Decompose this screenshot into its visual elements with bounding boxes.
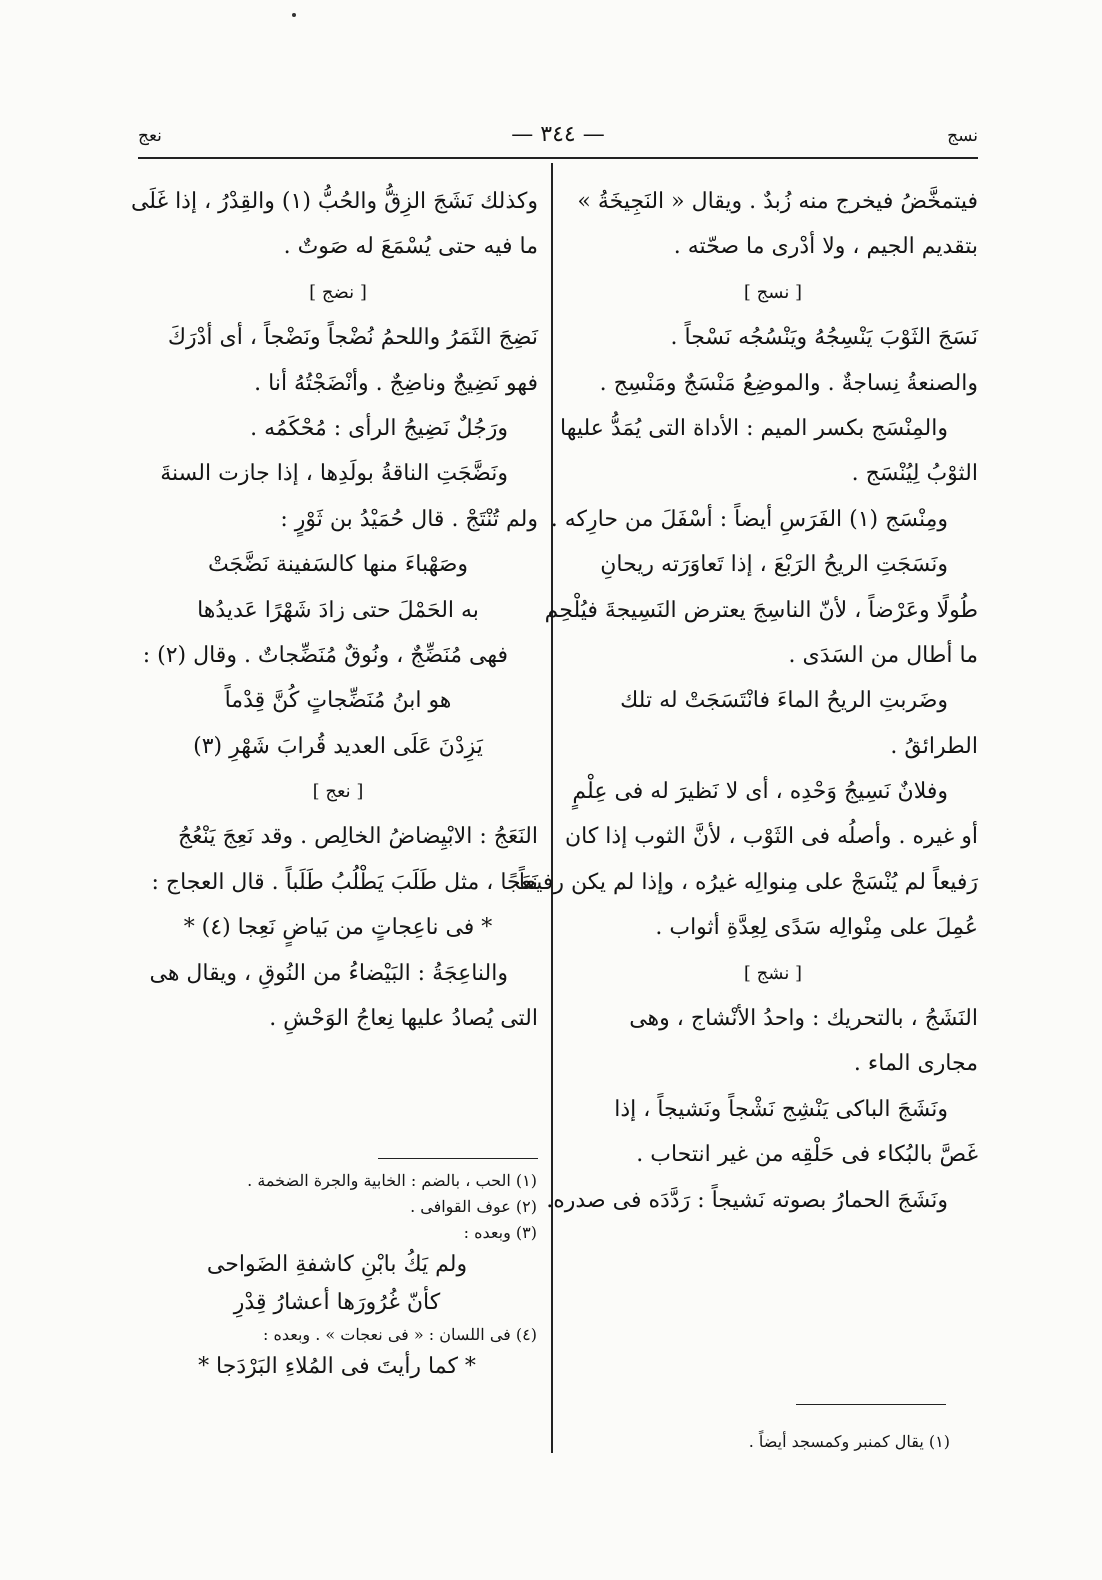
text-line: وفلانٌ نَسِيجُ وَحْدِه ، أى لا نَظيرَ له فى عِلْمٍ [572, 779, 948, 805]
text-line: التى يُصادُ عليها نِعاجُ الوَحْشِ . [269, 1006, 538, 1032]
footnote-line: (١) الحب ، بالضم : الخابية والجرة الضخمة . [247, 1171, 537, 1190]
verse-line: هو ابنُ مُنَضِّجاتٍ كُنَّ قِدْماً [224, 688, 452, 714]
header-right-word: نسج [947, 126, 978, 146]
text-line: نَعَجًا ، مثل طَلَبَ يَطْلُبُ طَلَباً . قال العجاج : [151, 869, 538, 895]
text-line: ونَشَجَ الحمارُ بصوته نَشيجاً : رَدَّدَه فى صدره. [546, 1187, 948, 1213]
entry-heading: [ نسج ] [743, 281, 803, 303]
text-line: والمِنْسَج بكسر الميم : الأداة التى يُمَدُّ عليها [559, 415, 948, 441]
text-line: النَعَجُ : الابْيِضاضُ الخالِص . وقد نَعِجَ يَنْعُجُ [177, 824, 538, 850]
header-rule [138, 157, 978, 159]
text-line: ونَسَجَتِ الريحُ الرَبْعَ ، إذا تَعاوَرَته ريحانِ [600, 552, 948, 578]
text-line: فهو نَضِيجٌ وناضِجٌ . وأنْضَجْتُهُ أنا . [254, 370, 538, 396]
text-line: الثوْبُ لِيُنْسَج . [851, 461, 978, 487]
column-divider [551, 163, 553, 1453]
text-line: مجارى الماء . [853, 1051, 978, 1077]
entry-heading: [ نضج ] [309, 281, 367, 303]
text-line: والصنعةُ نِساجةٌ . والموضِعُ مَنْسَجٌ ومَنْسِج . [599, 370, 978, 396]
text-line: ورَجُلٌ نَضِيجُ الرأى : مُحْكَمُه . [250, 415, 508, 441]
text-line: نَسَجَ الثَوْبَ يَنْسِجُهُ ويَنْسُجُه نَسْجاً . [670, 325, 978, 351]
text-line: طُولًا وعَرْضاً ، لأنّ الناسِجَ يعترض النَسِيجةَ فيُلْحِم [544, 597, 978, 623]
text-line: رَفيعاً لم يُنْسَجْ على مِنوالِه غيرُه ، وإذا لم يكن رفيعاً [518, 869, 978, 895]
footnote-line: (٣) وبعده : [463, 1223, 537, 1242]
header-left-word: نعج [138, 126, 162, 146]
text-line: ما أطال من السَدَى . [788, 642, 978, 668]
text-line: أو غيره . وأصلُه فى الثَوْب ، لأنَّ الثوب إذا كان [564, 824, 978, 850]
text-line: ونَضَّجَتِ الناقةُ بولَدِها ، إذا جازت السنةَ [160, 461, 508, 487]
footnote-line: (٤) فى اللسان : « فى نعجات » . وبعده : [263, 1325, 537, 1344]
right-footnote: (١) يقال كمنبر وكمسجد أيضاً . [748, 1432, 950, 1451]
entry-heading: [ نشج ] [743, 962, 803, 984]
footnote-verse: كأنّ غُرُورَها أعشارُ قِدْرِ [233, 1290, 441, 1315]
verse-line: يَزِدْنَ عَلَى العديد قُرابَ شَهْرِ (٣) [193, 733, 483, 759]
text-line: فهى مُنَضِّجٌ ، ونُوقٌ مُنَضِّجاتٌ . وقال (٢) : [142, 642, 508, 668]
text-line: النَشَجُ ، بالتحريك : واحدُ الأنْشاج ، وهى [629, 1006, 978, 1032]
entry-heading: [ نعج ] [312, 781, 364, 803]
text-line: وضَربتِ الريحُ الماءَ فانْتَسَجَتْ له تلك [620, 688, 948, 714]
text-line: ومِنْسَج (١) الفَرَسِ أيضاً : أسْفَلَ من حارِكه . [550, 506, 948, 532]
right-footnote-rule [796, 1404, 946, 1405]
footnote-line: (٢) عوف القوافى . [410, 1197, 537, 1216]
page-number: — ٣٤٤ — [511, 122, 605, 147]
left-footnotes [137, 1168, 537, 1386]
text-line: فيتمخَّضُ فيخرج منه زُبدٌ . ويقال « النَجِيخَةُ » [577, 189, 978, 214]
verse-line: به الحَمْلَ حتى زادَ شَهْرًا عَديدُها [197, 597, 479, 623]
page-speck [292, 13, 296, 17]
text-line: والناعِجَةُ : البَيْضاءُ من النُوقِ ، ويقال هى [149, 960, 508, 986]
text-line: ونَشَجَ الباكى يَنْشِج نَشْجاً ونَشيجاً ، إذا [614, 1096, 948, 1122]
text-line: الطرائقُ . [890, 733, 978, 759]
footnote-verse: ولم يَكُ بابْنِ كاشفةِ الضَواحى [206, 1252, 468, 1277]
text-line: غَصَّ بالبُكاء فى حَلْقِه من غير انتحاب . [636, 1142, 978, 1168]
text-line: وكذلك نَشَجَ الزِقُّ والحُبُّ (١) والقِدْرُ ، إذا غَلَى [130, 189, 538, 214]
right-column [518, 180, 978, 1224]
text-line: ما فيه حتى يُسْمَعَ له صَوتٌ . [283, 234, 538, 260]
footnote-verse: * كما رأيتَ فى المُلاءِ البَرْدَجا * [198, 1354, 476, 1379]
text-line: ولم تُنْتَجْ . قال حُمَيْدُ بن ثَوْرٍ : [280, 506, 538, 532]
text-line: نَضِجَ الثَمَرُ واللحمُ نُضْجاً ونَضْجاً ، أى أدْرَكَ [167, 325, 538, 351]
verse-line: وصَهْباءَ منها كالسَفينة نَضَّجَتْ [207, 552, 469, 578]
page-header [138, 122, 978, 154]
verse-line: * فى ناعِجاتٍ من بَياضٍ نَعِجا (٤) * [183, 915, 493, 941]
left-column [130, 180, 538, 1042]
text-line: بتقديم الجيم ، ولا أدْرى ما صحّته . [673, 234, 978, 260]
left-footnote-rule [378, 1158, 538, 1159]
text-line: عُمِلَ على مِنْوالِه سَدًى لِعِدَّةِ أثواب . [655, 915, 978, 941]
